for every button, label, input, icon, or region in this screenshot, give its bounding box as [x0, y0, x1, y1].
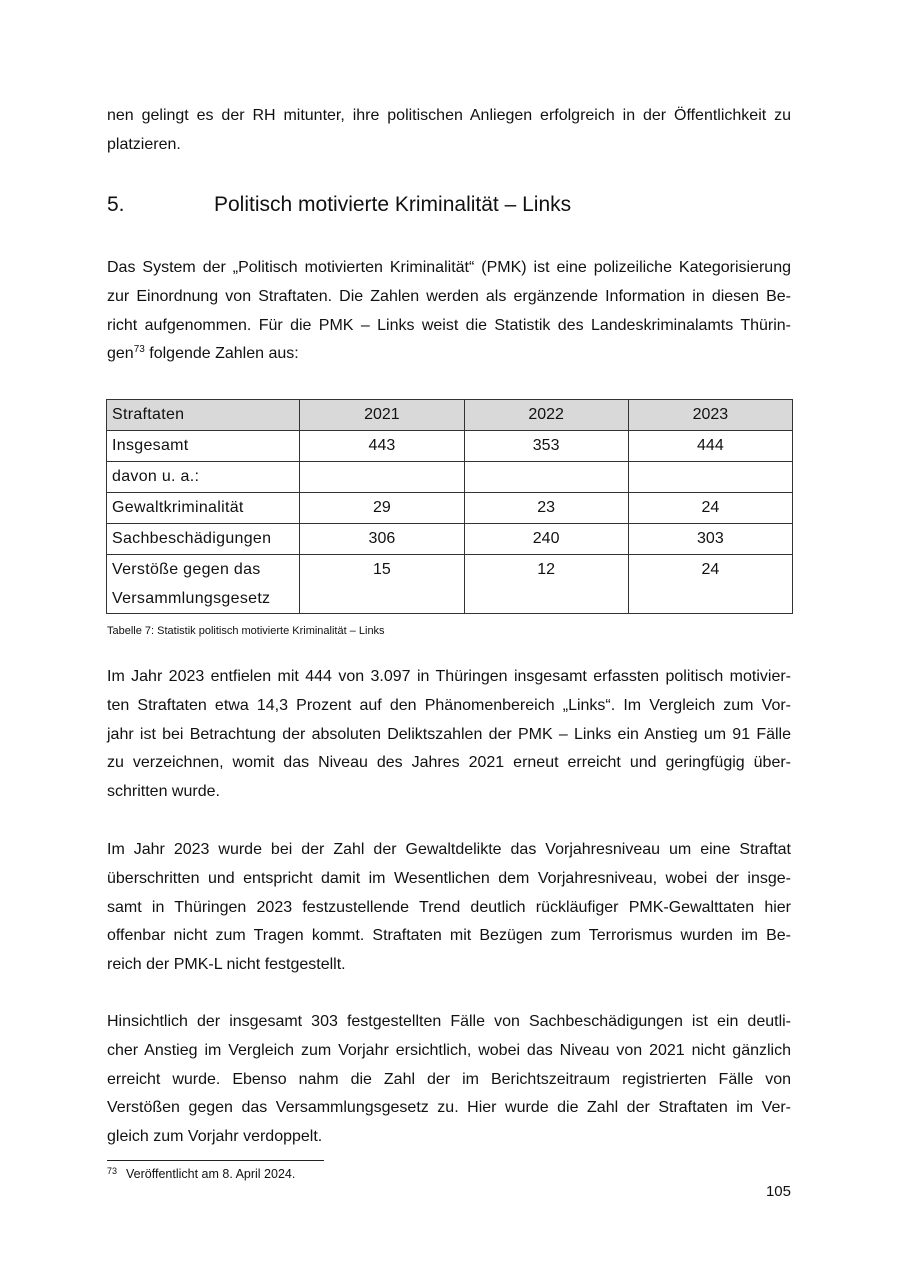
table-cell: 444	[628, 431, 792, 462]
paragraph-2023-total	[107, 663, 791, 807]
text-line: Das System der „Politisch motivierten Kriminalität“ (PMK) ist eine polizeiliche Kategorisierung	[107, 259, 791, 276]
intro-paragraph	[107, 102, 791, 160]
table-cell: 24	[628, 493, 792, 524]
text-line: Im Jahr 2023 entfielen mit 444 von 3.097 in Thüringen insgesamt erfassten politisch motivier-	[107, 668, 791, 685]
table-cell	[300, 462, 464, 493]
table-cell	[628, 462, 792, 493]
column-header: 2021	[300, 400, 464, 431]
table-row	[107, 493, 793, 524]
text-fragment: gen	[107, 345, 134, 363]
text-line: richt aufgenommen. Für die PMK – Links weist die Statistik des Landeskriminalamts Thürin-	[107, 316, 791, 334]
section-number: 5.	[107, 193, 125, 216]
row-label	[107, 555, 300, 614]
paragraph-violence	[107, 836, 791, 980]
text-line: jahr ist bei Betrachtung der absoluten Deliktszahlen der PMK – Links ein Anstieg um 91 Fälle	[107, 725, 791, 743]
section-heading	[107, 190, 571, 220]
column-header: 2023	[628, 400, 792, 431]
row-label-line: Versammlungsgesetz	[112, 590, 271, 607]
column-header: 2022	[464, 400, 628, 431]
table-cell: 240	[464, 524, 628, 555]
table-caption: Tabelle 7: Statistik politisch motivierte Kriminalität – Links	[107, 625, 385, 637]
text-line: Verstößen gegen das Versammlungsgesetz zu. Hier wurde die Zahl der Straftaten im Ver-	[107, 1099, 791, 1117]
text-line: Im Jahr 2023 wurde bei der Zahl der Gewaltdelikte das Vorjahresniveau um eine Straftat	[107, 841, 791, 858]
footnote-text: Veröffentlicht am 8. April 2024.	[126, 1167, 296, 1181]
page-number: 105	[765, 1183, 791, 1200]
table-cell: 12	[464, 555, 628, 614]
text-line: platzieren.	[107, 135, 181, 153]
table-row	[107, 524, 793, 555]
table-cell: 15	[300, 555, 464, 614]
text-line: offenbar nicht zum Tragen kommt. Straftaten mit Bezügen zum Terrorismus wurden im Be-	[107, 927, 791, 945]
table-cell: 306	[300, 524, 464, 555]
text-line: reich der PMK-L nicht festgestellt.	[107, 956, 346, 974]
text-line: zu verzeichnen, womit das Niveau des Jahres 2021 erneut erreicht und geringfügig über-	[107, 754, 791, 772]
footnote-reference[interactable]: 73	[133, 344, 145, 356]
row-label: Gewaltkriminalität	[107, 493, 300, 524]
text-line: nen gelingt es der RH mitunter, ihre politischen Anliegen erfolgreich in der Öffentlichkeit zu	[107, 107, 791, 124]
text-line: schritten wurde.	[107, 783, 220, 801]
table-header-row	[107, 400, 793, 431]
text-line: zur Einordnung von Straftaten. Die Zahlen werden als ergänzende Information in diesen Be-	[107, 287, 791, 305]
table-cell: 24	[628, 555, 792, 614]
text-line: samt in Thüringen 2023 festzustellende Trend deutlich rückläufiger PMK-Gewalttaten hier	[107, 898, 791, 916]
text-line: gleich zum Vorjahr verdoppelt.	[107, 1128, 323, 1146]
row-label: Sachbeschädigungen	[107, 524, 300, 555]
table-cell: 303	[628, 524, 792, 555]
table-cell: 29	[300, 493, 464, 524]
table-row	[107, 431, 793, 462]
text-fragment: folgende Zahlen aus:	[144, 345, 299, 363]
footnote-divider	[107, 1160, 324, 1161]
text-line: cher Anstieg im Vergleich zum Vorjahr ersichtlich, wobei das Niveau von 2021 nicht gänzlich	[107, 1041, 791, 1059]
text-line	[107, 340, 791, 369]
table-cell: 353	[464, 431, 628, 462]
row-label: Insgesamt	[107, 431, 300, 462]
table-row	[107, 555, 793, 614]
table-cell: 23	[464, 493, 628, 524]
statistics-table	[106, 399, 793, 614]
paragraph-pmk-intro	[107, 254, 791, 369]
paragraph-property-damage	[107, 1008, 791, 1152]
footnote-number: 73	[107, 1166, 118, 1176]
section-title: Politisch motivierte Kriminalität – Links	[214, 193, 572, 216]
table-cell: 443	[300, 431, 464, 462]
row-label: davon u. a.:	[107, 462, 300, 493]
row-label-line: Verstöße gegen das	[112, 561, 261, 578]
text-line: überschritten und entspricht damit im Wesentlichen dem Vorjahresniveau, wobei der insge-	[107, 869, 791, 887]
column-header: Straftaten	[107, 400, 300, 431]
text-line: ten Straftaten etwa 14,3 Prozent auf den Phänomenbereich „Links“. Im Vergleich zum Vor-	[107, 696, 791, 714]
table-cell	[464, 462, 628, 493]
text-line: Hinsichtlich der insgesamt 303 festgestellten Fälle von Sachbeschädigungen ist ein deutli-	[107, 1013, 791, 1030]
text-line: erreicht wurde. Ebenso nahm die Zahl der im Berichtszeitraum registrierten Fälle von	[107, 1070, 791, 1088]
footnote	[107, 1166, 295, 1181]
table-row	[107, 462, 793, 493]
